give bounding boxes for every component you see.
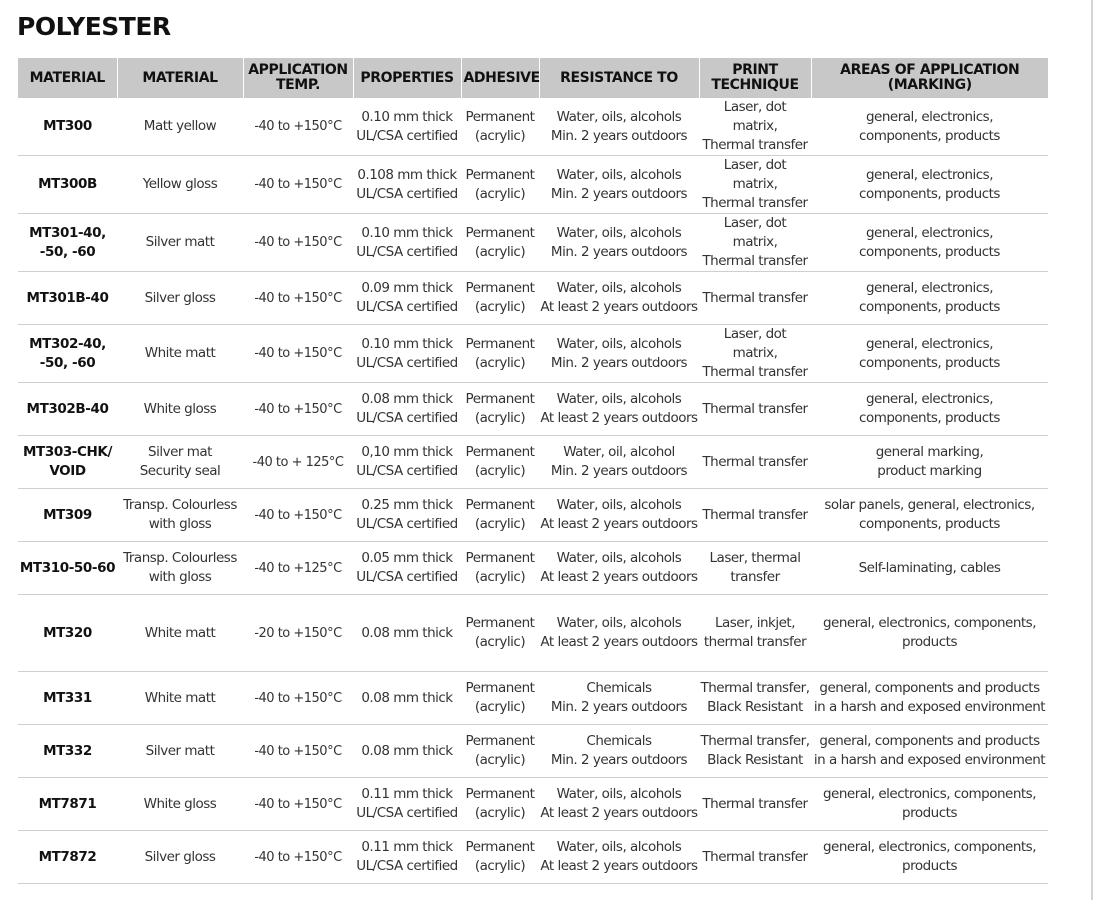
table-row [18,778,1048,831]
properties-cell: 0.10 mm thick UL/CSA certified [353,325,461,383]
temp-cell: -20 to +150°C [243,595,353,672]
adhesive-cell: Permanent (acrylic) [461,489,539,542]
resistance-cell: Water, oils, alcohols At least 2 years outdoors [539,489,699,542]
material-cell: White gloss [117,778,243,831]
polyester-spec-table [18,58,1048,884]
print-technique-cell: Laser, dot matrix, Thermal transfer [699,156,811,214]
temp-cell: -40 to +150°C [243,383,353,436]
areas-cell: general marking, product marking [811,436,1048,489]
temp-cell: -40 to +150°C [243,725,353,778]
adhesive-cell: Permanent (acrylic) [461,272,539,325]
material-cell: Transp. Colourless with gloss [117,542,243,595]
areas-cell: general, electronics, components, products [811,98,1048,156]
adhesive-cell: Permanent (acrylic) [461,156,539,214]
table-row [18,595,1048,672]
material-code-cell: MT301-40, -50, -60 [18,214,117,272]
print-technique-cell: Laser, thermal transfer [699,542,811,595]
print-technique-cell: Thermal transfer [699,436,811,489]
material-code-cell: MT301B-40 [18,272,117,325]
table-header-row [18,58,1048,98]
resistance-cell: Water, oils, alcohols Min. 2 years outdoors [539,156,699,214]
table-row [18,98,1048,156]
properties-cell: 0.11 mm thick UL/CSA certified [353,778,461,831]
adhesive-cell: Permanent (acrylic) [461,325,539,383]
material-cell: White matt [117,595,243,672]
properties-cell: 0.09 mm thick UL/CSA certified [353,272,461,325]
adhesive-cell: Permanent (acrylic) [461,831,539,884]
properties-cell: 0.10 mm thick UL/CSA certified [353,214,461,272]
material-code-cell: MT302-40, -50, -60 [18,325,117,383]
resistance-cell: Chemicals Min. 2 years outdoors [539,725,699,778]
properties-cell: 0.11 mm thick UL/CSA certified [353,831,461,884]
adhesive-cell: Permanent (acrylic) [461,595,539,672]
temp-cell: -40 to +150°C [243,156,353,214]
material-code-cell: MT310-50-60 [18,542,117,595]
resistance-cell: Water, oil, alcohol Min. 2 years outdoors [539,436,699,489]
material-cell: Yellow gloss [117,156,243,214]
temp-cell: -40 to +125°C [243,542,353,595]
temp-cell: -40 to +150°C [243,98,353,156]
header-material-code: MATERIAL [18,58,117,98]
temp-cell: -40 to +150°C [243,325,353,383]
table-row [18,156,1048,214]
print-technique-cell: Thermal transfer, Black Resistant [699,725,811,778]
page-divider [1091,0,1093,900]
temp-cell: -40 to +150°C [243,831,353,884]
properties-cell: 0.08 mm thick UL/CSA certified [353,383,461,436]
print-technique-cell: Thermal transfer [699,272,811,325]
table-row [18,489,1048,542]
material-cell: White matt [117,672,243,725]
properties-cell: 0.08 mm thick [353,595,461,672]
material-code-cell: MT309 [18,489,117,542]
print-technique-cell: Laser, dot matrix, Thermal transfer [699,98,811,156]
temp-cell: -40 to +150°C [243,272,353,325]
table-row [18,383,1048,436]
adhesive-cell: Permanent (acrylic) [461,542,539,595]
resistance-cell: Water, oils, alcohols At least 2 years outdoors [539,595,699,672]
table-row [18,436,1048,489]
header-resistance: RESISTANCE TO [539,58,699,98]
material-code-cell: MT300B [18,156,117,214]
adhesive-cell: Permanent (acrylic) [461,672,539,725]
properties-cell: 0.108 mm thick UL/CSA certified [353,156,461,214]
print-technique-cell: Thermal transfer, Black Resistant [699,672,811,725]
header-adhesive: ADHESIVE [461,58,539,98]
table-row [18,325,1048,383]
material-code-cell: MT7872 [18,831,117,884]
adhesive-cell: Permanent (acrylic) [461,214,539,272]
resistance-cell: Water, oils, alcohols At least 2 years outdoors [539,778,699,831]
table-row [18,831,1048,884]
properties-cell: 0.05 mm thick UL/CSA certified [353,542,461,595]
material-cell: Matt yellow [117,98,243,156]
properties-cell: 0.08 mm thick [353,672,461,725]
resistance-cell: Water, oils, alcohols At least 2 years outdoors [539,831,699,884]
resistance-cell: Chemicals Min. 2 years outdoors [539,672,699,725]
adhesive-cell: Permanent (acrylic) [461,778,539,831]
table-row [18,272,1048,325]
print-technique-cell: Thermal transfer [699,383,811,436]
print-technique-cell: Laser, dot matrix, Thermal transfer [699,214,811,272]
areas-cell: general, electronics, components, products [811,595,1048,672]
print-technique-cell: Thermal transfer [699,489,811,542]
material-cell: Transp. Colourless with gloss [117,489,243,542]
adhesive-cell: Permanent (acrylic) [461,383,539,436]
resistance-cell: Water, oils, alcohols Min. 2 years outdoors [539,214,699,272]
areas-cell: general, electronics, components, products [811,156,1048,214]
material-cell: Silver gloss [117,272,243,325]
temp-cell: -40 to +150°C [243,672,353,725]
areas-cell: general, electronics, components, products [811,383,1048,436]
areas-cell: general, components and products in a harsh and exposed environment [811,672,1048,725]
table-row [18,725,1048,778]
resistance-cell: Water, oils, alcohols At least 2 years outdoors [539,383,699,436]
table-row [18,214,1048,272]
header-application-temp: APPLICATION TEMP. [243,58,353,98]
temp-cell: -40 to +150°C [243,489,353,542]
material-code-cell: MT302B-40 [18,383,117,436]
areas-cell: Self-laminating, cables [811,542,1048,595]
material-code-cell: MT332 [18,725,117,778]
page-title: POLYESTER [17,12,171,41]
print-technique-cell: Laser, dot matrix, Thermal transfer [699,325,811,383]
print-technique-cell: Thermal transfer [699,831,811,884]
adhesive-cell: Permanent (acrylic) [461,98,539,156]
material-code-cell: MT300 [18,98,117,156]
properties-cell: 0,10 mm thick UL/CSA certified [353,436,461,489]
material-cell: White matt [117,325,243,383]
material-code-cell: MT331 [18,672,117,725]
material-cell: Silver mat Security seal [117,436,243,489]
properties-cell: 0.25 mm thick UL/CSA certified [353,489,461,542]
areas-cell: general, electronics, components, products [811,214,1048,272]
print-technique-cell: Thermal transfer [699,778,811,831]
adhesive-cell: Permanent (acrylic) [461,436,539,489]
resistance-cell: Water, oils, alcohols At least 2 years outdoors [539,542,699,595]
material-cell: Silver gloss [117,831,243,884]
adhesive-cell: Permanent (acrylic) [461,725,539,778]
material-cell: Silver matt [117,725,243,778]
print-technique-cell: Laser, inkjet, thermal transfer [699,595,811,672]
areas-cell: solar panels, general, electronics, components, products [811,489,1048,542]
areas-cell: general, electronics, components, products [811,325,1048,383]
areas-cell: general, electronics, components, products [811,778,1048,831]
material-code-cell: MT303-CHK/ VOID [18,436,117,489]
resistance-cell: Water, oils, alcohols Min. 2 years outdoors [539,325,699,383]
resistance-cell: Water, oils, alcohols Min. 2 years outdoors [539,98,699,156]
material-cell: White gloss [117,383,243,436]
header-print-technique: PRINT TECHNIQUE [699,58,811,98]
material-code-cell: MT7871 [18,778,117,831]
properties-cell: 0.10 mm thick UL/CSA certified [353,98,461,156]
temp-cell: -40 to +150°C [243,778,353,831]
temp-cell: -40 to +150°C [243,214,353,272]
areas-cell: general, electronics, components, products [811,272,1048,325]
material-cell: Silver matt [117,214,243,272]
resistance-cell: Water, oils, alcohols At least 2 years outdoors [539,272,699,325]
areas-cell: general, electronics, components, products [811,831,1048,884]
areas-cell: general, components and products in a harsh and exposed environment [811,725,1048,778]
properties-cell: 0.08 mm thick [353,725,461,778]
table-row [18,672,1048,725]
header-properties: PROPERTIES [353,58,461,98]
temp-cell: -40 to + 125°C [243,436,353,489]
material-code-cell: MT320 [18,595,117,672]
table-row [18,542,1048,595]
header-areas-of-application: AREAS OF APPLICATION (MARKING) [811,58,1048,98]
header-material: MATERIAL [117,58,243,98]
